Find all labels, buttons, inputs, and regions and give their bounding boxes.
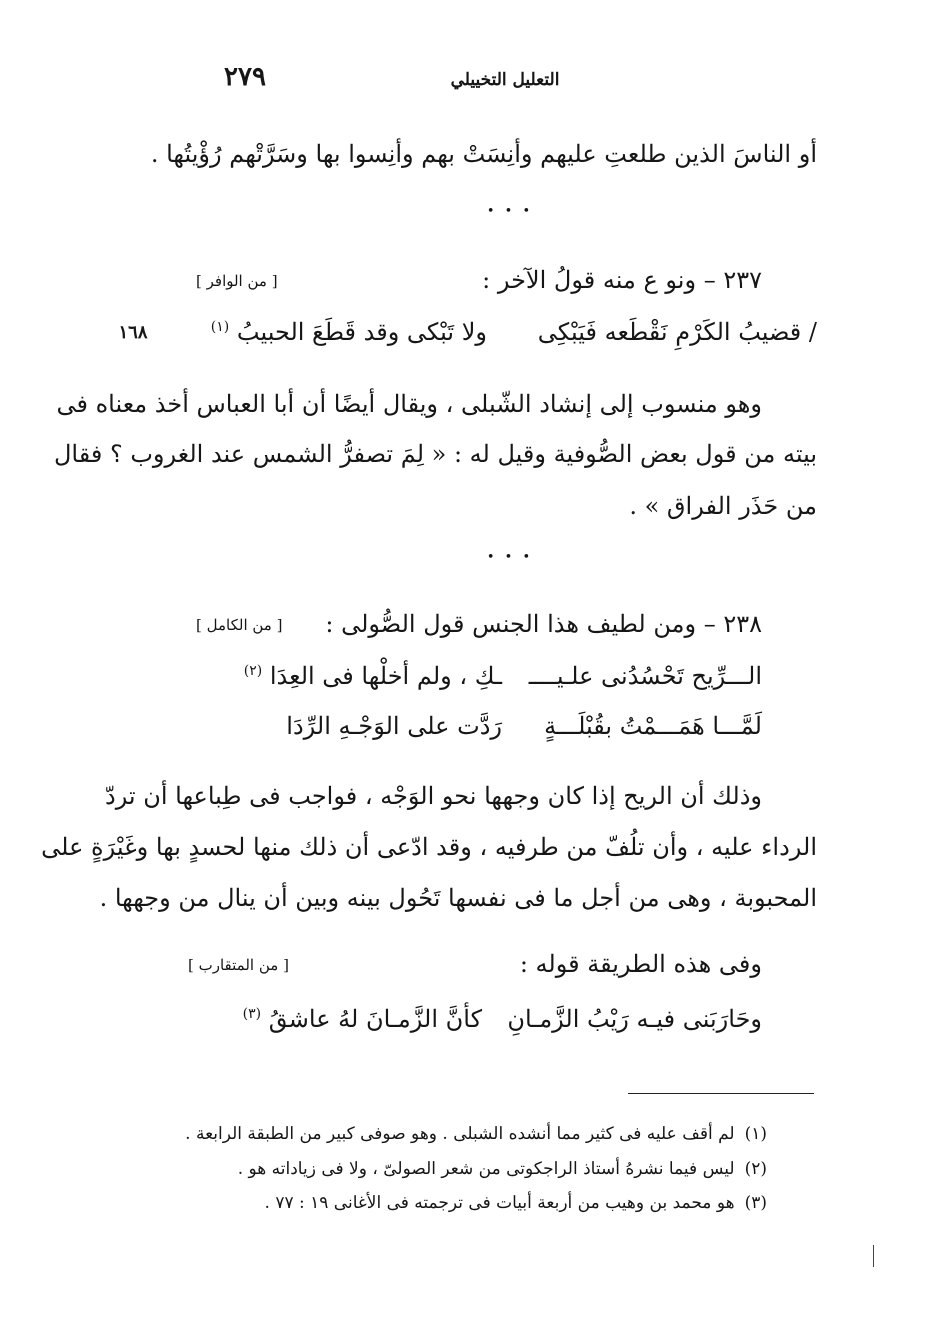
entry-237-commentary-1: وهو منسوب إلى إنشاد الشّبلى ، ويقال أيضًا أن أبا العباس أخذ معناه فى bbox=[56, 390, 762, 418]
opening-line: أو الناسَ الذين طلعتِ عليهم وأنِسَتْ بهم وأنِسوا بها وسَرَّتْهم رُؤْيتُها . bbox=[150, 140, 817, 168]
footnote-2 bbox=[238, 1159, 767, 1179]
footnote-rule bbox=[628, 1093, 814, 1094]
entry-238-commentary-3: المحبوبة ، وهى من أجل ما فى نفسها تَحُول بينه وبين أن ينال من وجهها . bbox=[99, 884, 817, 912]
entry-238-verse2-first: لَمَّـــا هَمَـــمْتُ بقُبْلَـــةٍ bbox=[544, 712, 762, 740]
entry-238-meter: [ من الكامل ] bbox=[196, 616, 283, 634]
separator-2: • • • bbox=[486, 550, 534, 565]
entry-237-verse-second bbox=[211, 318, 487, 346]
entry-238-commentary-1: وذلك أن الريح إذا كان وجهها نحو الوَجْه ، فواجب فى طِباعها أن تردّ bbox=[105, 782, 762, 810]
footnote-ref-1: (١) bbox=[210, 319, 230, 335]
footnote-1 bbox=[185, 1124, 767, 1144]
footnote-3-text: هو محمد بن وهيب من أربعة أبيات فى ترجمته فى الأغانى ١٩ : ٧٧ . bbox=[264, 1193, 735, 1213]
scan-edge-mark bbox=[873, 1245, 874, 1267]
tail-verse-first: وحَارَبَنى فيـه رَيْبُ الزَّمـانِ bbox=[507, 1005, 762, 1033]
entry-237-intro: ٢٣٧ – ونو ع منه قولُ الآخر : bbox=[482, 266, 762, 294]
footnote-3-number: (٣) bbox=[744, 1193, 767, 1213]
entry-238-intro: ٢٣٨ – ومن لطيف هذا الجنس قول الصُّولى : bbox=[325, 610, 762, 638]
entry-237-meter: [ من الوافر ] bbox=[196, 272, 278, 290]
footnote-1-text: لم أقف عليه فى كثير مما أنشده الشبلى . وهو صوفى كبير من الطبقة الرابعة . bbox=[185, 1124, 735, 1144]
tail-verse-second-text: كأنَّ الزَّمـانَ لهُ عاشقُ bbox=[268, 1005, 482, 1033]
footnote-ref-2: (٢) bbox=[243, 663, 263, 679]
margin-page-number: ١٦٨ bbox=[118, 322, 148, 343]
entry-237-verse-first: / قضيبُ الكَرْمِ نَقْطَعه فَيَبْكِى bbox=[537, 318, 817, 346]
tail-intro: وفى هذه الطريقة قوله : bbox=[519, 950, 762, 978]
footnote-3 bbox=[265, 1193, 767, 1213]
entry-237-commentary-3: من حَذَر الفراق » . bbox=[629, 492, 817, 520]
entry-238-commentary-2: الرداء عليه ، وأن تلُفّ من طرفيه ، وقد ادّعى أن ذلك منها لحسدٍ بها وغَيْرَةٍ على bbox=[41, 833, 817, 861]
tail-verse-second bbox=[243, 1005, 482, 1033]
footnote-2-number: (٢) bbox=[744, 1159, 767, 1179]
entry-238-verse2-second: رَدَّت على الوَجْـهِ الرِّدَا bbox=[286, 712, 502, 740]
footnote-ref-3: (٣) bbox=[242, 1006, 262, 1022]
footnote-2-text: ليس فيما نشرهُ أستاذ الراجكوتى من شعر الصولىّ ، ولا فى زياداته هو . bbox=[237, 1159, 735, 1179]
entry-237-commentary-2: بيته من قول بعض الصُّوفية وقيل له : « لِمَ تصفرُّ الشمس عند الغروب ؟ فقال bbox=[53, 440, 817, 468]
entry-238-verse1-second bbox=[244, 662, 502, 690]
entry-238-verse1-first: الـــرِّيح تَحْسُدُنى علـيــــ bbox=[528, 662, 762, 690]
page-number: ٢٧٩ bbox=[224, 62, 266, 92]
separator: • • • bbox=[486, 204, 534, 219]
tail-meter: [ من المتقارب ] bbox=[188, 956, 289, 974]
entry-237-verse-second-text: ولا تَبْكى وقد قَطَعَ الحبيبُ bbox=[236, 318, 487, 346]
footnote-1-number: (١) bbox=[744, 1124, 767, 1144]
entry-238-verse1-second-text: ـكِ ، ولم أخلْها فى العِدَا bbox=[269, 662, 502, 690]
running-title: التعليل التخييلي bbox=[450, 70, 560, 90]
